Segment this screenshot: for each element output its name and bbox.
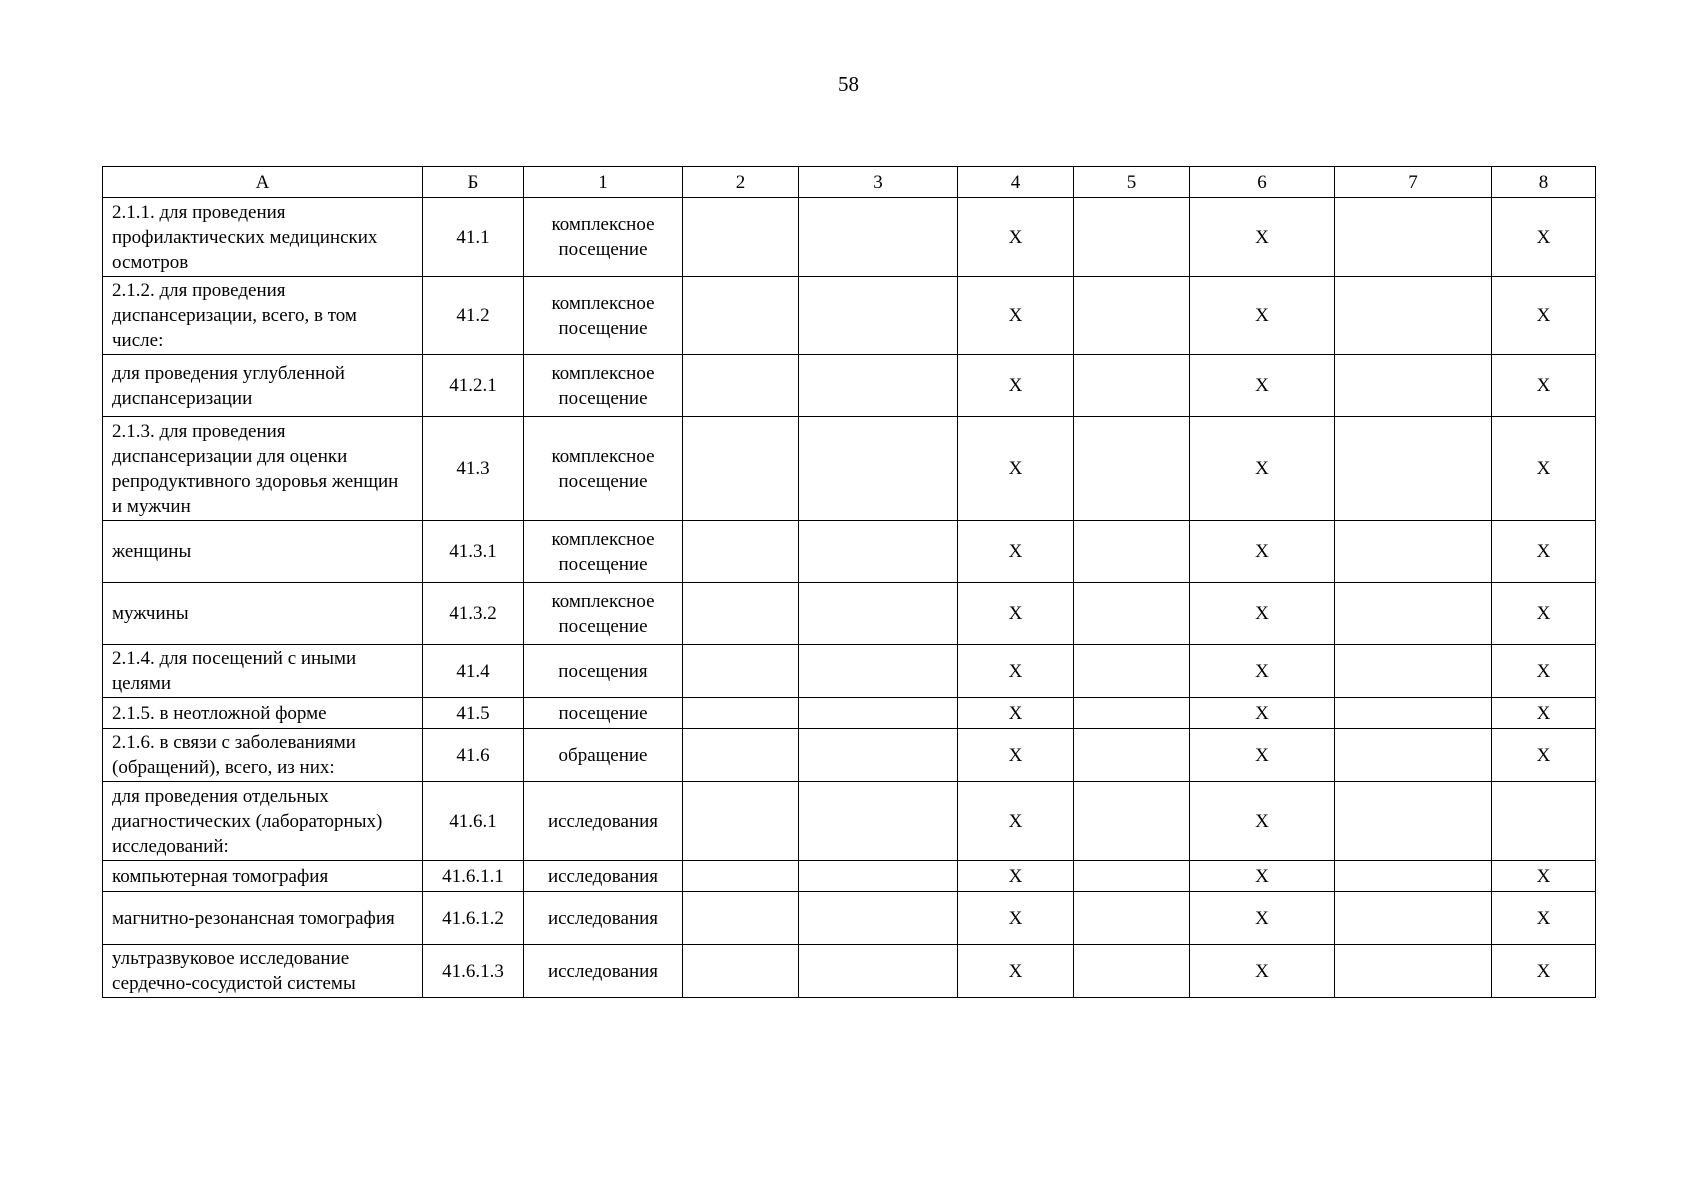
row-col8-cell: X (1492, 417, 1596, 521)
data-table (102, 166, 1596, 998)
row-code-cell: 41.3.1 (423, 521, 524, 583)
header-cell-8: 8 (1492, 167, 1596, 198)
row-unit-cell: исследования (524, 892, 683, 945)
row-unit-cell: комплексное посещение (524, 198, 683, 277)
row-col6-cell: X (1190, 521, 1335, 583)
header-cell-1: 1 (524, 167, 683, 198)
row-col8-cell: X (1492, 521, 1596, 583)
row-col7-cell (1335, 698, 1492, 729)
row-col8-cell: X (1492, 892, 1596, 945)
table-row (103, 583, 1596, 645)
table-row (103, 861, 1596, 892)
row-code-cell: 41.3 (423, 417, 524, 521)
row-col3-cell (799, 521, 958, 583)
row-code-cell: 41.2 (423, 277, 524, 355)
row-col4-cell: X (958, 782, 1074, 861)
row-col7-cell (1335, 861, 1492, 892)
row-col4-cell: X (958, 417, 1074, 521)
header-cell-2: 2 (683, 167, 799, 198)
row-col4-cell: X (958, 892, 1074, 945)
row-col6-cell: X (1190, 417, 1335, 521)
row-col6-cell: X (1190, 355, 1335, 417)
table-row (103, 892, 1596, 945)
row-col7-cell (1335, 729, 1492, 782)
row-col2-cell (683, 892, 799, 945)
row-col3-cell (799, 698, 958, 729)
row-col5-cell (1074, 782, 1190, 861)
header-row (103, 167, 1596, 198)
row-col8-cell (1492, 782, 1596, 861)
row-unit-cell: комплексное посещение (524, 417, 683, 521)
row-col8-cell: X (1492, 645, 1596, 698)
row-col6-cell: X (1190, 698, 1335, 729)
row-col2-cell (683, 945, 799, 998)
row-col3-cell (799, 892, 958, 945)
row-col2-cell (683, 198, 799, 277)
row-col2-cell (683, 782, 799, 861)
table-row (103, 782, 1596, 861)
row-col4-cell: X (958, 583, 1074, 645)
row-col5-cell (1074, 645, 1190, 698)
row-code-cell: 41.6 (423, 729, 524, 782)
row-col5-cell (1074, 698, 1190, 729)
row-col7-cell (1335, 645, 1492, 698)
row-code-cell: 41.1 (423, 198, 524, 277)
header-cell-3: 3 (799, 167, 958, 198)
row-code-cell: 41.6.1.1 (423, 861, 524, 892)
row-col6-cell: X (1190, 782, 1335, 861)
row-col5-cell (1074, 277, 1190, 355)
row-col3-cell (799, 355, 958, 417)
row-name-cell: ультразвуковое исследование сердечно-сосудистой системы (103, 945, 423, 998)
row-col4-cell: X (958, 861, 1074, 892)
row-col6-cell: X (1190, 277, 1335, 355)
row-name-cell: компьютерная томография (103, 861, 423, 892)
row-col8-cell: X (1492, 861, 1596, 892)
row-col5-cell (1074, 892, 1190, 945)
row-col6-cell: X (1190, 892, 1335, 945)
row-col7-cell (1335, 892, 1492, 945)
header-cell-b: Б (423, 167, 524, 198)
row-col3-cell (799, 782, 958, 861)
row-col2-cell (683, 645, 799, 698)
header-cell-6: 6 (1190, 167, 1335, 198)
row-col3-cell (799, 945, 958, 998)
row-col5-cell (1074, 521, 1190, 583)
row-col4-cell: X (958, 729, 1074, 782)
row-unit-cell: исследования (524, 782, 683, 861)
table-row (103, 355, 1596, 417)
row-name-cell: 2.1.4. для посещений с иными целями (103, 645, 423, 698)
row-col6-cell: X (1190, 645, 1335, 698)
row-col6-cell: X (1190, 945, 1335, 998)
row-col2-cell (683, 861, 799, 892)
table-row (103, 945, 1596, 998)
row-name-cell: мужчины (103, 583, 423, 645)
row-name-cell: 2.1.3. для проведения диспансеризации для оценки репродуктивного здоровья женщин и мужчин (103, 417, 423, 521)
row-unit-cell: комплексное посещение (524, 583, 683, 645)
row-col2-cell (683, 698, 799, 729)
row-col8-cell: X (1492, 698, 1596, 729)
row-name-cell: 2.1.6. в связи с заболеваниями (обращений), всего, из них: (103, 729, 423, 782)
row-name-cell: 2.1.5. в неотложной форме (103, 698, 423, 729)
row-col7-cell (1335, 417, 1492, 521)
row-col5-cell (1074, 417, 1190, 521)
row-code-cell: 41.5 (423, 698, 524, 729)
row-name-cell: женщины (103, 521, 423, 583)
header-cell-5: 5 (1074, 167, 1190, 198)
row-code-cell: 41.6.1.3 (423, 945, 524, 998)
row-code-cell: 41.6.1 (423, 782, 524, 861)
row-col3-cell (799, 277, 958, 355)
row-unit-cell: комплексное посещение (524, 521, 683, 583)
row-unit-cell: комплексное посещение (524, 355, 683, 417)
row-col6-cell: X (1190, 729, 1335, 782)
row-col7-cell (1335, 945, 1492, 998)
page-number: 58 (838, 72, 859, 96)
row-col5-cell (1074, 198, 1190, 277)
row-col4-cell: X (958, 277, 1074, 355)
row-col8-cell: X (1492, 198, 1596, 277)
row-col6-cell: X (1190, 861, 1335, 892)
row-col7-cell (1335, 521, 1492, 583)
row-col2-cell (683, 729, 799, 782)
row-code-cell: 41.2.1 (423, 355, 524, 417)
row-name-cell: для проведения углубленной диспансеризации (103, 355, 423, 417)
row-col4-cell: X (958, 355, 1074, 417)
row-col3-cell (799, 583, 958, 645)
row-col2-cell (683, 355, 799, 417)
row-col7-cell (1335, 198, 1492, 277)
table-row (103, 729, 1596, 782)
row-col7-cell (1335, 782, 1492, 861)
row-unit-cell: обращение (524, 729, 683, 782)
row-col4-cell: X (958, 198, 1074, 277)
table-row (103, 645, 1596, 698)
table-row (103, 277, 1596, 355)
table-row (103, 521, 1596, 583)
row-col5-cell (1074, 583, 1190, 645)
row-col2-cell (683, 277, 799, 355)
row-col3-cell (799, 645, 958, 698)
row-unit-cell: исследования (524, 861, 683, 892)
row-col6-cell: X (1190, 583, 1335, 645)
row-unit-cell: посещения (524, 645, 683, 698)
table-row (103, 198, 1596, 277)
row-col8-cell: X (1492, 355, 1596, 417)
row-col8-cell: X (1492, 729, 1596, 782)
row-col3-cell (799, 417, 958, 521)
row-code-cell: 41.6.1.2 (423, 892, 524, 945)
row-col5-cell (1074, 945, 1190, 998)
row-code-cell: 41.4 (423, 645, 524, 698)
row-col8-cell: X (1492, 583, 1596, 645)
row-col7-cell (1335, 583, 1492, 645)
row-col8-cell: X (1492, 277, 1596, 355)
table-row (103, 698, 1596, 729)
row-col4-cell: X (958, 521, 1074, 583)
row-unit-cell: комплексное посещение (524, 277, 683, 355)
row-col2-cell (683, 521, 799, 583)
row-col2-cell (683, 583, 799, 645)
row-col3-cell (799, 861, 958, 892)
row-name-cell: магнитно-резонансная томография (103, 892, 423, 945)
row-col4-cell: X (958, 945, 1074, 998)
row-code-cell: 41.3.2 (423, 583, 524, 645)
row-col3-cell (799, 198, 958, 277)
row-unit-cell: посещение (524, 698, 683, 729)
row-unit-cell: исследования (524, 945, 683, 998)
header-cell-4: 4 (958, 167, 1074, 198)
row-col4-cell: X (958, 645, 1074, 698)
header-cell-7: 7 (1335, 167, 1492, 198)
row-col5-cell (1074, 355, 1190, 417)
row-col7-cell (1335, 277, 1492, 355)
row-name-cell: для проведения отдельных диагностических (лабораторных) исследований: (103, 782, 423, 861)
row-col6-cell: X (1190, 198, 1335, 277)
row-col5-cell (1074, 861, 1190, 892)
table-row (103, 417, 1596, 521)
row-col8-cell: X (1492, 945, 1596, 998)
row-col4-cell: X (958, 698, 1074, 729)
row-col2-cell (683, 417, 799, 521)
header-cell-a: А (103, 167, 423, 198)
row-col5-cell (1074, 729, 1190, 782)
row-col7-cell (1335, 355, 1492, 417)
row-name-cell: 2.1.1. для проведения профилактических медицинских осмотров (103, 198, 423, 277)
row-col3-cell (799, 729, 958, 782)
row-name-cell: 2.1.2. для проведения диспансеризации, всего, в том числе: (103, 277, 423, 355)
